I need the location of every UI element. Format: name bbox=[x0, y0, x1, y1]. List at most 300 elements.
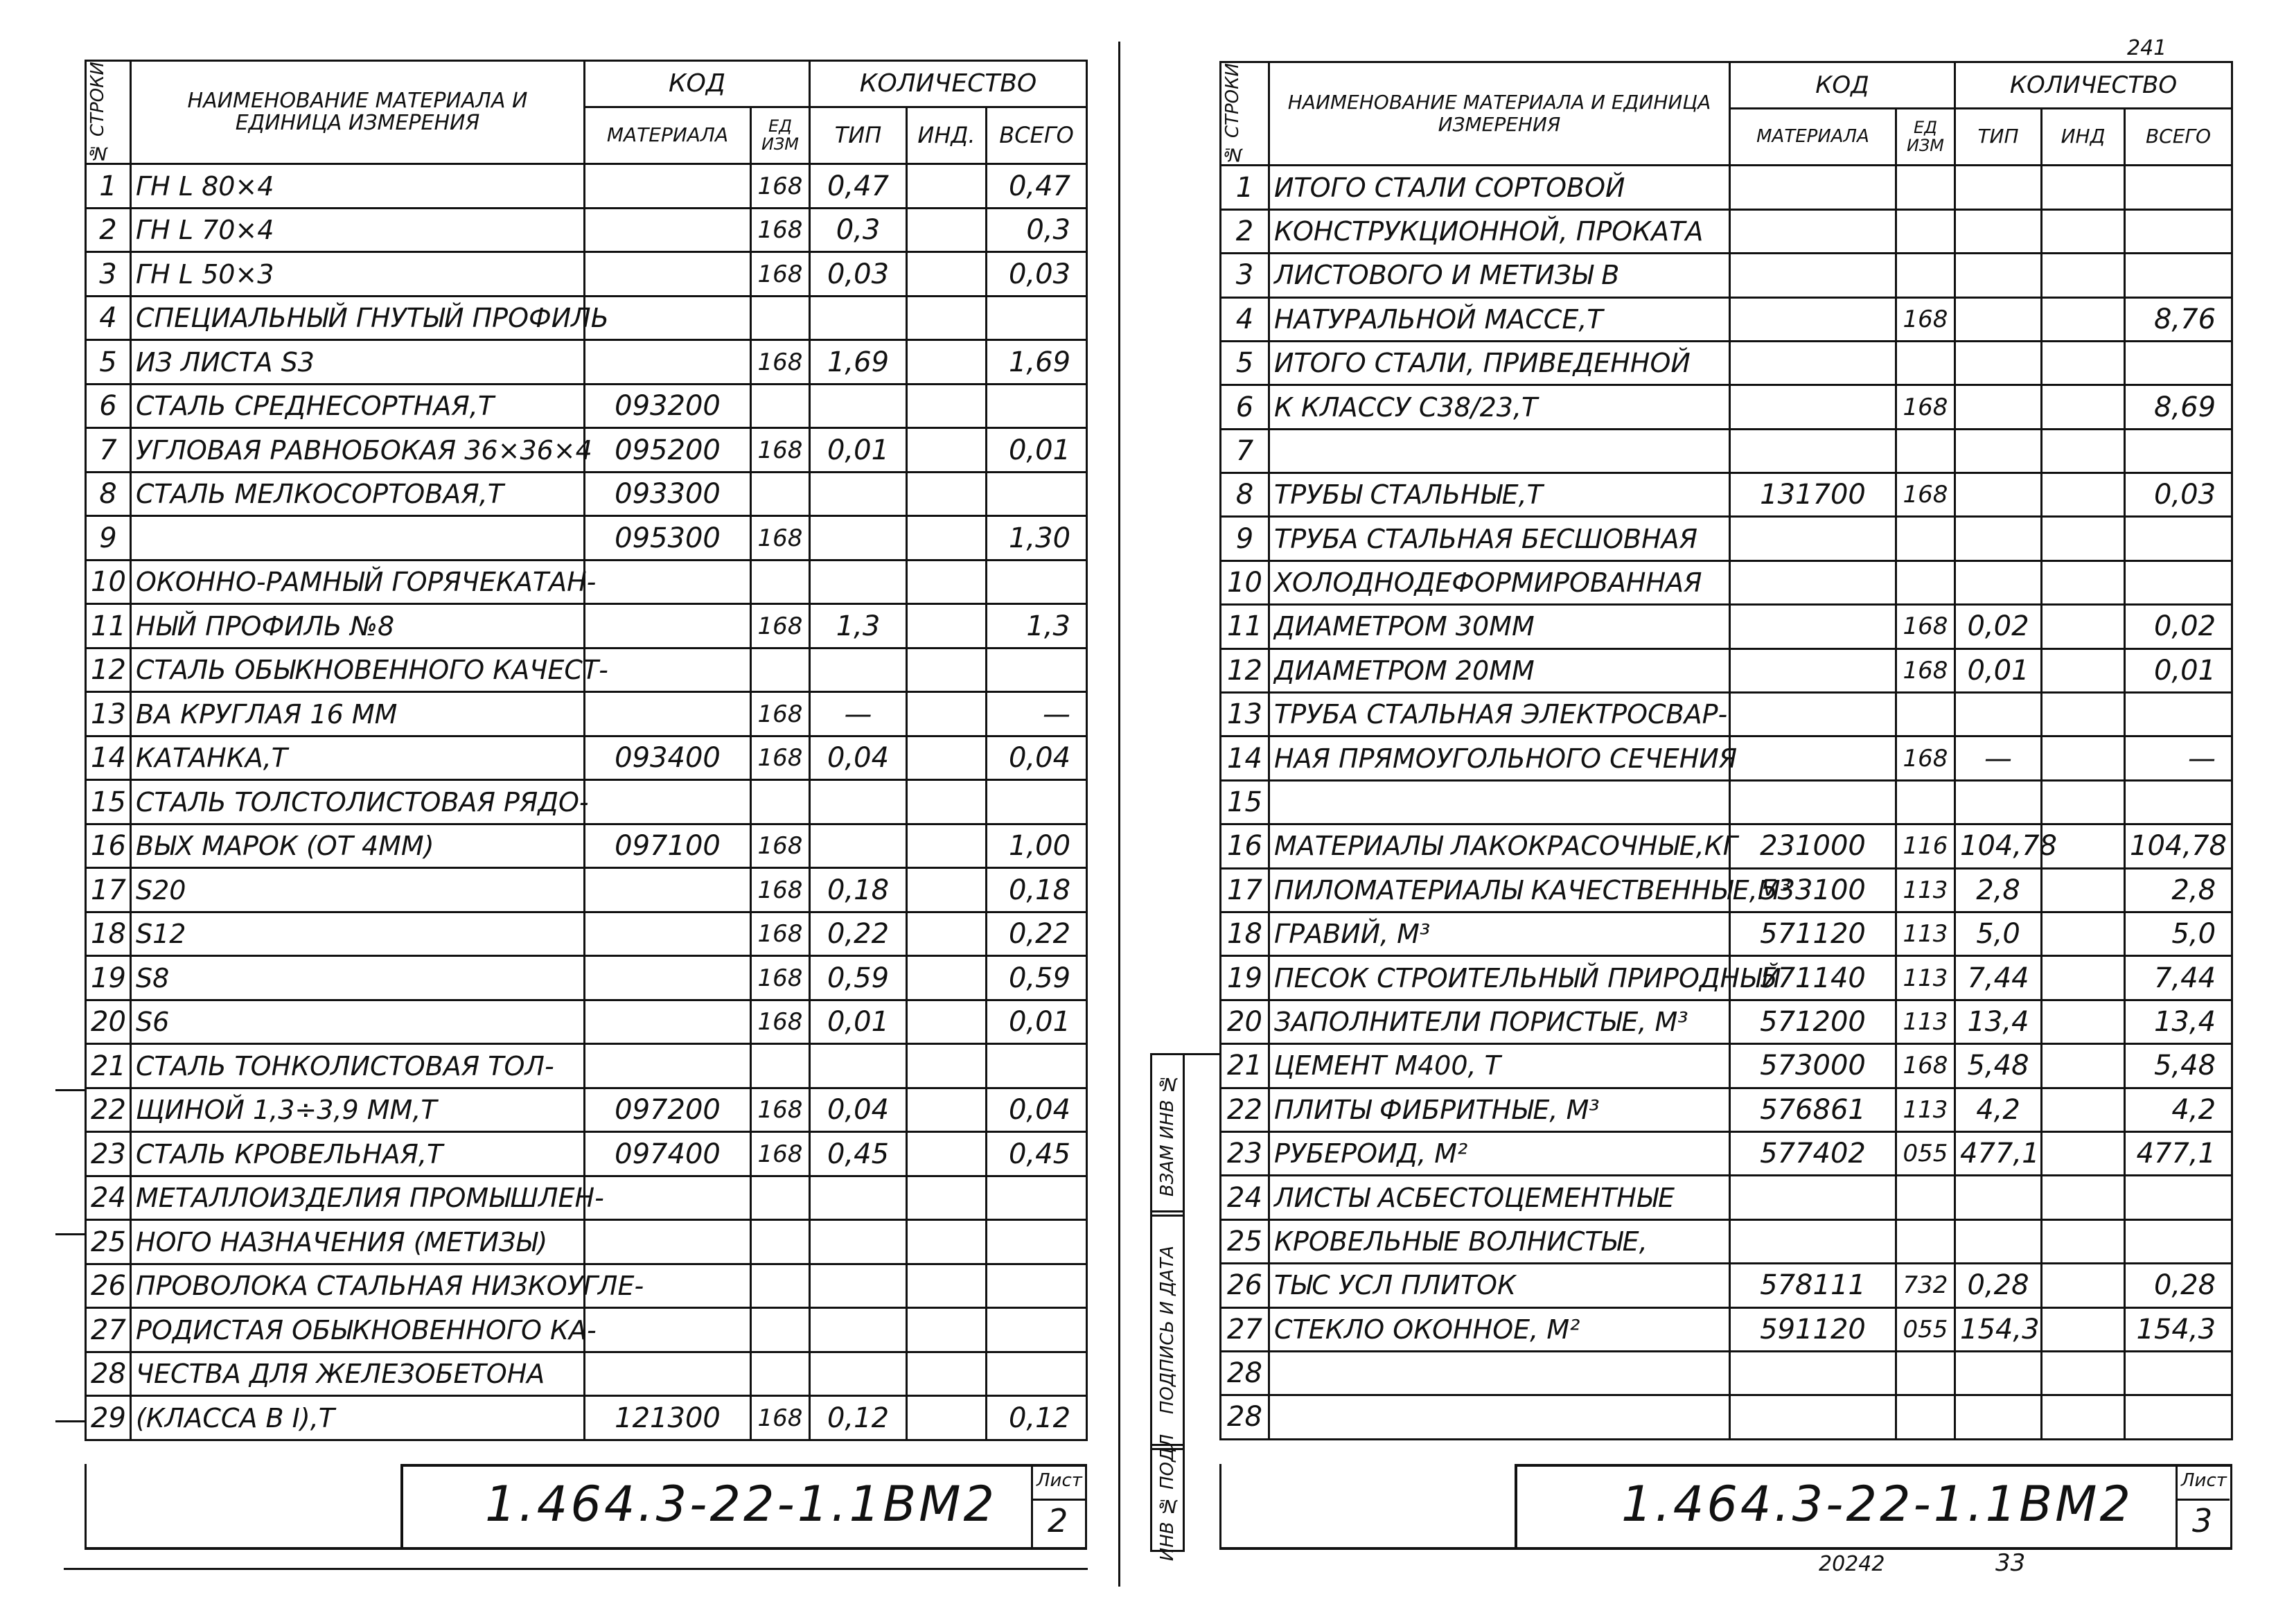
qty-ind-cell bbox=[2042, 166, 2125, 209]
table-row bbox=[86, 472, 1087, 516]
unit-code-cell bbox=[1896, 166, 1955, 209]
material-code-cell bbox=[1730, 1351, 1896, 1395]
qty-typ-cell: 5,0 bbox=[1955, 912, 2042, 956]
material-code-cell bbox=[1730, 297, 1896, 341]
unit-code-cell bbox=[751, 472, 810, 516]
table-row bbox=[86, 1308, 1087, 1352]
table-row bbox=[86, 604, 1087, 648]
material-name-cell: ПЕСОК СТРОИТЕЛЬНЫЙ ПРИРОДНЫЙ bbox=[1269, 956, 1730, 1000]
row-number-cell: 4 bbox=[1221, 297, 1269, 341]
table-row bbox=[86, 560, 1087, 604]
header-code-material: МАТЕРИАЛА bbox=[585, 107, 751, 164]
header-quantity: КОЛИЧЕСТВО bbox=[1955, 62, 2232, 109]
qty-ind-cell bbox=[907, 1396, 987, 1440]
qty-typ-cell: 0,47 bbox=[810, 164, 907, 209]
material-name-cell: КРОВЕЛЬНЫЕ ВОЛНИСТЫЕ, bbox=[1269, 1219, 1730, 1263]
row-number-cell: 29 bbox=[86, 1396, 131, 1440]
header-qty-typ: ТИП bbox=[1955, 108, 2042, 166]
table-row bbox=[86, 956, 1087, 1000]
unit-code-cell bbox=[751, 1352, 810, 1396]
row-number-cell: 4 bbox=[86, 296, 131, 340]
table-row bbox=[86, 384, 1087, 428]
table-row bbox=[86, 1132, 1087, 1176]
row-number-cell: 13 bbox=[1221, 693, 1269, 736]
material-name-cell bbox=[131, 516, 585, 561]
unit-code-cell: 168 bbox=[751, 208, 810, 252]
unit-code-cell: 168 bbox=[751, 1088, 810, 1132]
left-page-bottom-line bbox=[64, 1568, 1088, 1570]
qty-total-cell: 154,3 bbox=[2125, 1307, 2232, 1351]
qty-typ-cell: 1,3 bbox=[810, 604, 907, 648]
material-name-cell bbox=[1269, 429, 1730, 473]
material-name-cell: СТАЛЬ СРЕДНЕСОРТНАЯ,Т bbox=[131, 384, 585, 428]
unit-code-cell: 168 bbox=[751, 164, 810, 209]
qty-typ-cell: 477,1 bbox=[1955, 1131, 2042, 1175]
side-label-signature: ПОДПИСЬ И ДАТА bbox=[1150, 1210, 1185, 1450]
material-code-cell: 591120 bbox=[1730, 1307, 1896, 1351]
row-number-cell: 23 bbox=[86, 1132, 131, 1176]
qty-typ-cell bbox=[1955, 341, 2042, 385]
table-row bbox=[1221, 209, 2232, 253]
left-margin-tick-2 bbox=[55, 1233, 85, 1235]
right-stamp-sheet-hline bbox=[2176, 1499, 2230, 1501]
qty-ind-cell bbox=[2042, 1176, 2125, 1219]
header-name: НАИМЕНОВАНИЕ МАТЕРИАЛА И ЕДИНИЦА ИЗМЕРЕНИЯ bbox=[1269, 62, 1730, 166]
qty-total-cell: 5,48 bbox=[2125, 1044, 2232, 1088]
table-row bbox=[1221, 1395, 2232, 1439]
header-qty-total: ВСЕГО bbox=[987, 107, 1087, 164]
qty-typ-cell: 4,2 bbox=[1955, 1088, 2042, 1131]
material-name-cell: ПЛИТЫ ФИБРИТНЫЕ, М³ bbox=[1269, 1088, 1730, 1131]
qty-total-cell: 0,02 bbox=[2125, 605, 2232, 648]
qty-ind-cell bbox=[2042, 429, 2125, 473]
material-name-cell: НАТУРАЛЬНОЙ МАССЕ,Т bbox=[1269, 297, 1730, 341]
qty-ind-cell bbox=[2042, 341, 2125, 385]
header-qty-ind: ИНД. bbox=[907, 107, 987, 164]
material-code-cell: 231000 bbox=[1730, 824, 1896, 868]
unit-code-cell: 168 bbox=[751, 1000, 810, 1044]
header-row-no: № СТРОКИ bbox=[86, 61, 131, 164]
qty-ind-cell bbox=[907, 1220, 987, 1264]
qty-ind-cell bbox=[2042, 1088, 2125, 1131]
unit-code-cell: 168 bbox=[751, 736, 810, 780]
qty-typ-cell bbox=[1955, 1219, 2042, 1263]
material-name-cell: ДИАМЕТРОМ 30ММ bbox=[1269, 605, 1730, 648]
material-name-cell: ЩИНОЙ 1,3÷3,9 ММ,Т bbox=[131, 1088, 585, 1132]
qty-ind-cell bbox=[907, 868, 987, 912]
material-code-cell bbox=[585, 648, 751, 692]
material-code-cell: 131700 bbox=[1730, 473, 1896, 517]
qty-ind-cell bbox=[907, 472, 987, 516]
material-code-cell bbox=[585, 1000, 751, 1044]
row-number-cell: 7 bbox=[1221, 429, 1269, 473]
qty-typ-cell bbox=[810, 1308, 907, 1352]
qty-typ-cell: 154,3 bbox=[1955, 1307, 2042, 1351]
qty-total-cell: 0,03 bbox=[2125, 473, 2232, 517]
material-name-cell: (КЛАССА B I),Т bbox=[131, 1396, 585, 1440]
material-name-cell: ИЗ ЛИСТА S3 bbox=[131, 340, 585, 385]
table-row bbox=[86, 208, 1087, 252]
material-name-cell: СТАЛЬ МЕЛКОСОРТОВАЯ,Т bbox=[131, 472, 585, 516]
qty-typ-cell: — bbox=[1955, 736, 2042, 780]
qty-typ-cell: 7,44 bbox=[1955, 956, 2042, 1000]
qty-total-cell: 7,44 bbox=[2125, 956, 2232, 1000]
qty-ind-cell bbox=[907, 912, 987, 956]
material-code-cell: 571120 bbox=[1730, 912, 1896, 956]
unit-code-cell bbox=[751, 296, 810, 340]
row-number-cell: 25 bbox=[1221, 1219, 1269, 1263]
material-name-cell: СТЕКЛО ОКОННОЕ, М² bbox=[1269, 1307, 1730, 1351]
header-qty-total: ВСЕГО bbox=[2125, 108, 2232, 166]
table-row bbox=[86, 516, 1087, 561]
table-row bbox=[1221, 868, 2232, 912]
material-code-cell: 578111 bbox=[1730, 1264, 1896, 1307]
qty-typ-cell bbox=[1955, 297, 2042, 341]
material-name-cell: ГН L 80×4 bbox=[131, 164, 585, 209]
header-quantity: КОЛИЧЕСТВО bbox=[810, 61, 1087, 107]
row-number-cell: 14 bbox=[1221, 736, 1269, 780]
qty-total-cell: 1,3 bbox=[987, 604, 1087, 648]
right-stamp-divider bbox=[1515, 1464, 1517, 1550]
qty-ind-cell bbox=[2042, 605, 2125, 648]
left-margin-tick-1 bbox=[55, 1089, 85, 1091]
qty-typ-cell bbox=[810, 780, 907, 824]
unit-code-cell: 113 bbox=[1896, 868, 1955, 912]
material-name-cell: ПИЛОМАТЕРИАЛЫ КАЧЕСТВЕННЫЕ,М³ bbox=[1269, 868, 1730, 912]
table-row bbox=[86, 1000, 1087, 1044]
qty-total-cell: 1,30 bbox=[987, 516, 1087, 561]
unit-code-cell bbox=[751, 1220, 810, 1264]
material-name-cell: ПРОВОЛОКА СТАЛЬНАЯ НИЗКОУГЛЕ- bbox=[131, 1264, 585, 1308]
left-sheet bbox=[0, 0, 1122, 1624]
unit-code-cell: 116 bbox=[1896, 824, 1955, 868]
qty-total-cell bbox=[2125, 166, 2232, 209]
qty-ind-cell bbox=[907, 1352, 987, 1396]
material-code-cell: 121300 bbox=[585, 1396, 751, 1440]
table-row bbox=[1221, 1219, 2232, 1263]
qty-ind-cell bbox=[907, 604, 987, 648]
qty-ind-cell bbox=[907, 208, 987, 252]
qty-total-cell: 104,78 bbox=[2125, 824, 2232, 868]
row-number-cell: 28 bbox=[1221, 1351, 1269, 1395]
left-stamp-sheet-divider bbox=[1031, 1464, 1033, 1550]
table-row bbox=[86, 1220, 1087, 1264]
qty-total-cell bbox=[2125, 1351, 2232, 1395]
row-number-cell: 3 bbox=[86, 252, 131, 297]
qty-typ-cell: 0,3 bbox=[810, 208, 907, 252]
unit-code-cell: 113 bbox=[1896, 912, 1955, 956]
qty-typ-cell: 0,03 bbox=[810, 252, 907, 297]
qty-typ-cell: 0,22 bbox=[810, 912, 907, 956]
qty-typ-cell: 104,78 bbox=[1955, 824, 2042, 868]
qty-total-cell bbox=[2125, 209, 2232, 253]
row-number-cell: 17 bbox=[86, 868, 131, 912]
qty-ind-cell bbox=[2042, 209, 2125, 253]
qty-total-cell bbox=[987, 296, 1087, 340]
row-number-cell: 6 bbox=[86, 384, 131, 428]
table-row bbox=[1221, 1088, 2232, 1131]
material-code-cell bbox=[585, 1308, 751, 1352]
material-code-cell bbox=[1730, 1395, 1896, 1439]
material-name-cell: ЦЕМЕНТ М400, Т bbox=[1269, 1044, 1730, 1088]
material-code-cell: 097200 bbox=[585, 1088, 751, 1132]
qty-typ-cell bbox=[810, 1352, 907, 1396]
qty-typ-cell bbox=[1955, 385, 2042, 429]
qty-total-cell: 2,8 bbox=[2125, 868, 2232, 912]
unit-code-cell: 168 bbox=[751, 912, 810, 956]
header-code-unit: ЕД ИЗМ bbox=[1896, 108, 1955, 166]
qty-typ-cell bbox=[1955, 473, 2042, 517]
unit-code-cell: 168 bbox=[751, 956, 810, 1000]
qty-typ-cell: 5,48 bbox=[1955, 1044, 2042, 1088]
material-code-cell bbox=[1730, 429, 1896, 473]
qty-ind-cell bbox=[907, 516, 987, 561]
unit-code-cell bbox=[1896, 1176, 1955, 1219]
qty-typ-cell bbox=[1955, 209, 2042, 253]
unit-code-cell bbox=[1896, 1351, 1955, 1395]
unit-code-cell bbox=[1896, 561, 1955, 604]
qty-total-cell bbox=[987, 1176, 1087, 1220]
unit-code-cell: 168 bbox=[1896, 648, 1955, 692]
qty-typ-cell bbox=[1955, 429, 2042, 473]
qty-ind-cell bbox=[2042, 780, 2125, 824]
qty-ind-cell bbox=[2042, 385, 2125, 429]
row-number-cell: 9 bbox=[86, 516, 131, 561]
unit-code-cell: 168 bbox=[1896, 385, 1955, 429]
unit-code-cell: 168 bbox=[751, 692, 810, 736]
qty-total-cell bbox=[987, 648, 1087, 692]
qty-total-cell bbox=[987, 1264, 1087, 1308]
material-name-cell: СТАЛЬ КРОВЕЛЬНАЯ,Т bbox=[131, 1132, 585, 1176]
material-name-cell: СТАЛЬ ТОЛСТОЛИСТОВАЯ РЯДО- bbox=[131, 780, 585, 824]
row-number-cell: 13 bbox=[86, 692, 131, 736]
material-name-cell: S8 bbox=[131, 956, 585, 1000]
table-row bbox=[86, 428, 1087, 473]
row-number-cell: 22 bbox=[1221, 1088, 1269, 1131]
qty-ind-cell bbox=[2042, 1264, 2125, 1307]
qty-ind-cell bbox=[907, 560, 987, 604]
unit-code-cell: 168 bbox=[1896, 473, 1955, 517]
unit-code-cell: 168 bbox=[751, 252, 810, 297]
row-number-cell: 27 bbox=[1221, 1307, 1269, 1351]
table-row bbox=[86, 1352, 1087, 1396]
row-number-cell: 7 bbox=[86, 428, 131, 473]
table-row bbox=[86, 824, 1087, 868]
material-code-cell bbox=[585, 1044, 751, 1088]
row-number-cell: 2 bbox=[86, 208, 131, 252]
qty-typ-cell bbox=[810, 472, 907, 516]
table-row bbox=[86, 780, 1087, 824]
unit-code-cell bbox=[751, 1308, 810, 1352]
qty-ind-cell bbox=[907, 692, 987, 736]
unit-code-cell bbox=[751, 1044, 810, 1088]
unit-code-cell: 168 bbox=[751, 824, 810, 868]
unit-code-cell: 168 bbox=[751, 1396, 810, 1440]
table-row bbox=[1221, 297, 2232, 341]
unit-code-cell: 168 bbox=[751, 868, 810, 912]
table-row bbox=[1221, 166, 2232, 209]
table-row bbox=[1221, 385, 2232, 429]
qty-total-cell bbox=[987, 560, 1087, 604]
material-name-cell: ГРАВИЙ, М³ bbox=[1269, 912, 1730, 956]
material-name-cell: ТРУБЫ СТАЛЬНЫЕ,Т bbox=[1269, 473, 1730, 517]
unit-code-cell bbox=[1896, 517, 1955, 561]
unit-code-cell: 168 bbox=[751, 1132, 810, 1176]
material-name-cell: ЛИСТЫ АСБЕСТОЦЕМЕНТНЫЕ bbox=[1269, 1176, 1730, 1219]
qty-typ-cell bbox=[810, 384, 907, 428]
qty-total-cell: 0,01 bbox=[2125, 648, 2232, 692]
unit-code-cell bbox=[751, 560, 810, 604]
material-name-cell: НАЯ ПРЯМОУГОЛЬНОГО СЕЧЕНИЯ bbox=[1269, 736, 1730, 780]
qty-ind-cell bbox=[2042, 473, 2125, 517]
qty-ind-cell bbox=[907, 1176, 987, 1220]
table-row bbox=[1221, 1044, 2232, 1088]
qty-total-cell: 0,22 bbox=[987, 912, 1087, 956]
material-code-cell: 093200 bbox=[585, 384, 751, 428]
qty-total-cell: 0,12 bbox=[987, 1396, 1087, 1440]
material-code-cell bbox=[1730, 648, 1896, 692]
qty-total-cell bbox=[987, 1308, 1087, 1352]
table-row bbox=[1221, 780, 2232, 824]
right-stamp-sheet-number: 3 bbox=[2192, 1502, 2213, 1539]
qty-total-cell bbox=[987, 384, 1087, 428]
material-code-cell bbox=[1730, 736, 1896, 780]
table-row bbox=[86, 1396, 1087, 1440]
qty-typ-cell: 0,04 bbox=[810, 736, 907, 780]
right-sheet bbox=[1136, 0, 2294, 1624]
qty-total-cell: 0,01 bbox=[987, 1000, 1087, 1044]
row-number-cell: 24 bbox=[86, 1176, 131, 1220]
qty-ind-cell bbox=[2042, 297, 2125, 341]
qty-typ-cell: 1,69 bbox=[810, 340, 907, 385]
material-name-cell: ТРУБА СТАЛЬНАЯ БЕСШОВНАЯ bbox=[1269, 517, 1730, 561]
material-name-cell: S12 bbox=[131, 912, 585, 956]
material-code-cell bbox=[1730, 780, 1896, 824]
qty-total-cell bbox=[2125, 1395, 2232, 1439]
table-row bbox=[1221, 693, 2232, 736]
qty-ind-cell bbox=[907, 736, 987, 780]
unit-code-cell bbox=[751, 384, 810, 428]
header-code-unit: ЕД ИЗМ bbox=[751, 107, 810, 164]
unit-code-cell: 168 bbox=[1896, 605, 1955, 648]
qty-ind-cell bbox=[2042, 1000, 2125, 1043]
left-stamp-code: 1.464.3-22-1.1ВМ2 bbox=[485, 1476, 998, 1533]
qty-typ-cell bbox=[810, 1220, 907, 1264]
unit-code-cell: 113 bbox=[1896, 1000, 1955, 1043]
qty-ind-cell bbox=[907, 428, 987, 473]
table-row bbox=[1221, 1351, 2232, 1395]
material-name-cell: НОГО НАЗНАЧЕНИЯ (МЕТИЗЫ) bbox=[131, 1220, 585, 1264]
qty-typ-cell bbox=[1955, 1351, 2042, 1395]
qty-typ-cell: 0,45 bbox=[810, 1132, 907, 1176]
material-code-cell bbox=[585, 692, 751, 736]
row-number-cell: 28 bbox=[86, 1352, 131, 1396]
material-name-cell bbox=[1269, 1351, 1730, 1395]
qty-total-cell: 0,18 bbox=[987, 868, 1087, 912]
material-code-cell: 533100 bbox=[1730, 868, 1896, 912]
qty-total-cell: 0,28 bbox=[2125, 1264, 2232, 1307]
table-row bbox=[86, 340, 1087, 385]
material-code-cell: 573000 bbox=[1730, 1044, 1896, 1088]
left-material-table bbox=[85, 60, 1088, 1441]
qty-total-cell bbox=[2125, 693, 2232, 736]
qty-ind-cell bbox=[2042, 1395, 2125, 1439]
material-code-cell bbox=[1730, 166, 1896, 209]
row-number-cell: 9 bbox=[1221, 517, 1269, 561]
qty-total-cell: 8,69 bbox=[2125, 385, 2232, 429]
row-number-cell: 17 bbox=[1221, 868, 1269, 912]
qty-ind-cell bbox=[2042, 1351, 2125, 1395]
table-row bbox=[1221, 429, 2232, 473]
qty-ind-cell bbox=[907, 252, 987, 297]
row-number-cell: 21 bbox=[86, 1044, 131, 1088]
material-code-cell bbox=[585, 780, 751, 824]
material-name-cell: ТЫС УСЛ ПЛИТОК bbox=[1269, 1264, 1730, 1307]
qty-total-cell bbox=[987, 780, 1087, 824]
qty-total-cell: — bbox=[2125, 736, 2232, 780]
row-number-cell: 25 bbox=[86, 1220, 131, 1264]
qty-ind-cell bbox=[2042, 1219, 2125, 1263]
side-label-orig-inv: ИНВ № ПОДЛ bbox=[1150, 1444, 1185, 1552]
qty-ind-cell bbox=[907, 956, 987, 1000]
material-name-cell: РОДИСТАЯ ОБЫКНОВЕННОГО КА- bbox=[131, 1308, 585, 1352]
table-row bbox=[86, 1176, 1087, 1220]
material-code-cell: 093400 bbox=[585, 736, 751, 780]
right-material-table bbox=[1219, 61, 2233, 1440]
qty-typ-cell bbox=[1955, 254, 2042, 297]
unit-code-cell bbox=[1896, 1219, 1955, 1263]
qty-ind-cell bbox=[907, 1000, 987, 1044]
header-code: КОД bbox=[1730, 62, 1955, 109]
header-qty-typ: ТИП bbox=[810, 107, 907, 164]
row-number-cell: 8 bbox=[1221, 473, 1269, 517]
material-code-cell bbox=[1730, 605, 1896, 648]
row-number-cell: 10 bbox=[86, 560, 131, 604]
row-number-cell: 3 bbox=[1221, 254, 1269, 297]
material-code-cell bbox=[585, 296, 751, 340]
material-code-cell bbox=[585, 1352, 751, 1396]
material-name-cell: ИТОГО СТАЛИ СОРТОВОЙ bbox=[1269, 166, 1730, 209]
material-name-cell: ЗАПОЛНИТЕЛИ ПОРИСТЫЕ, М³ bbox=[1269, 1000, 1730, 1043]
qty-ind-cell bbox=[907, 1132, 987, 1176]
unit-code-cell bbox=[1896, 1395, 1955, 1439]
left-margin-tick-3 bbox=[55, 1420, 85, 1422]
row-number-cell: 22 bbox=[86, 1088, 131, 1132]
table-row bbox=[86, 296, 1087, 340]
material-name-cell: РУБЕРОИД, М² bbox=[1269, 1131, 1730, 1175]
material-code-cell bbox=[585, 560, 751, 604]
side-label-inv-no: ВЗАМ ИНВ № bbox=[1150, 1053, 1185, 1217]
material-name-cell: НЫЙ ПРОФИЛЬ №8 bbox=[131, 604, 585, 648]
qty-total-cell: 0,03 bbox=[987, 252, 1087, 297]
table-row bbox=[86, 1088, 1087, 1132]
qty-total-cell bbox=[987, 1220, 1087, 1264]
material-name-cell: ГН L 70×4 bbox=[131, 208, 585, 252]
material-code-cell bbox=[585, 164, 751, 209]
qty-ind-cell bbox=[2042, 868, 2125, 912]
table-row bbox=[1221, 517, 2232, 561]
material-code-cell bbox=[1730, 1176, 1896, 1219]
material-name-cell: ВЫХ МАРОК (ОТ 4ММ) bbox=[131, 824, 585, 868]
row-number-cell: 12 bbox=[1221, 648, 1269, 692]
left-stamp-top bbox=[400, 1464, 1085, 1467]
qty-ind-cell bbox=[2042, 1131, 2125, 1175]
row-number-cell: 15 bbox=[86, 780, 131, 824]
material-name-cell: К КЛАССУ С38/23,Т bbox=[1269, 385, 1730, 429]
material-name-cell: ГН L 50×3 bbox=[131, 252, 585, 297]
table-row bbox=[1221, 648, 2232, 692]
material-name-cell: ДИАМЕТРОМ 20ММ bbox=[1269, 648, 1730, 692]
